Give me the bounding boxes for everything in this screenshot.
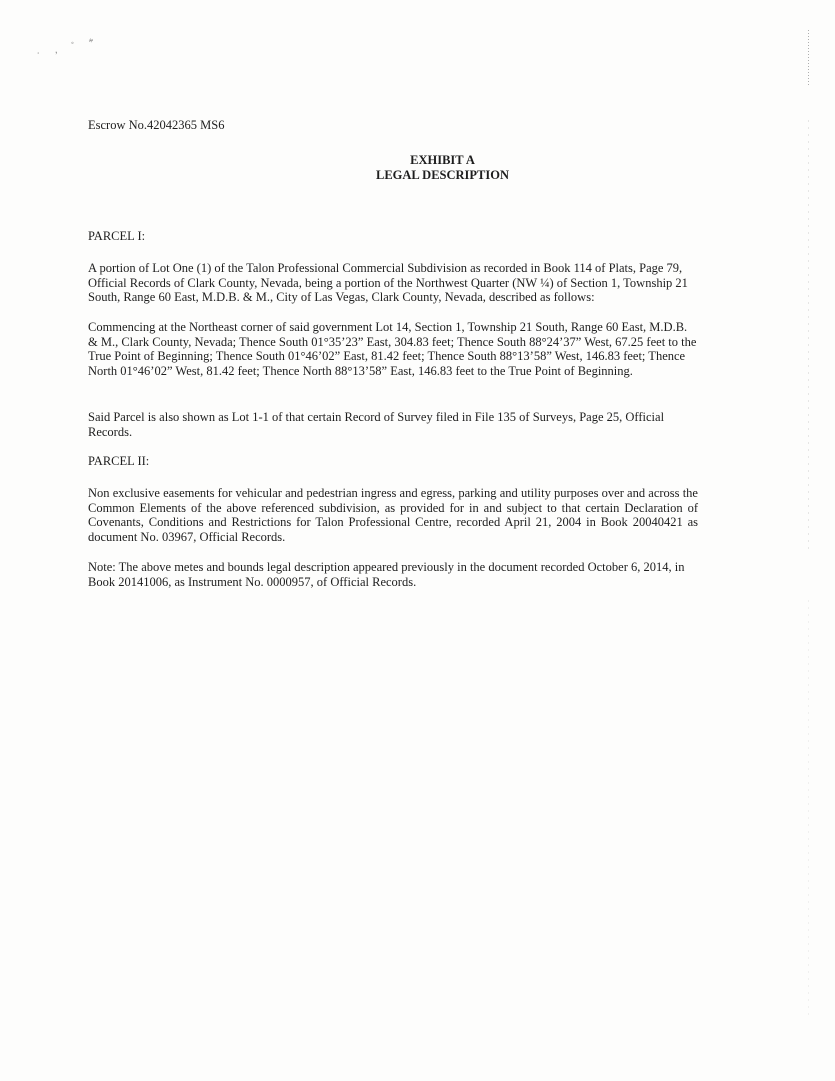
parcel-2-label: PARCEL II: [88,454,150,468]
exhibit-header [0,153,835,183]
scan-marks: · ‚ ˚ * [35,35,101,60]
previous-recording-note: Note: The above metes and bounds legal description appeared previously in the document recorded October 6, 2014, in Book 20141006, as Instrument No. 0000957, of Official Records. [88,560,685,589]
exhibit-title: EXHIBIT A [410,153,475,167]
parcel-1-label: PARCEL I: [88,229,146,243]
exhibit-subtitle: LEGAL DESCRIPTION [375,168,510,182]
parcel-2-easement: Non exclusive easements for vehicular and pedestrian ingress and egress, parking and utility purposes over and across the Common Elements of the above referenced subdivision, as provided for in and subject to that certain Declaration of Covenants, Conditions and Restrictions for Talon Professional Centre, recorded April 21, 2004 in Book 20040421 as document No. 03967, Official Records. [88,486,698,544]
parcel-1-survey-note: Said Parcel is also shown as Lot 1-1 of that certain Record of Survey filed in File 135 of Surveys, Page 25, Official Records. [88,410,665,439]
scan-edge-artifact [808,120,809,550]
parcel-1-description: A portion of Lot One (1) of the Talon Professional Commercial Subdivision as recorded in Book 114 of Plats, Page 79, Official Records of Clark County, Nevada, being a portion of the Northwest Quarter (NW ¼) of Section 1, Township 21 South, Range 60 East, M.D.B. & M., City of Las Vegas, Clark County, Nevada, described as follows: [88,261,688,305]
scan-edge-artifact [808,600,809,1020]
scan-edge-artifact [808,30,809,85]
parcel-1-metes-bounds: Commencing at the Northeast corner of said government Lot 14, Section 1, Township 21 South, Range 60 East, M.D.B. & M., Clark County, Nevada; Thence South 01°35’23” East, 304.83 feet; Thence South 88°24’37” West, 67.25 feet to the True Point of Beginning; Thence South 01°46’02” East, 81.42 feet; Thence South 88°13’58” West, 146.83 feet; Thence North 01°46’02” West, 81.42 feet; Thence North 88°13’58” East, 146.83 feet to the True Point of Beginning. [88,320,697,378]
escrow-number: Escrow No.42042365 MS6 [88,118,225,132]
